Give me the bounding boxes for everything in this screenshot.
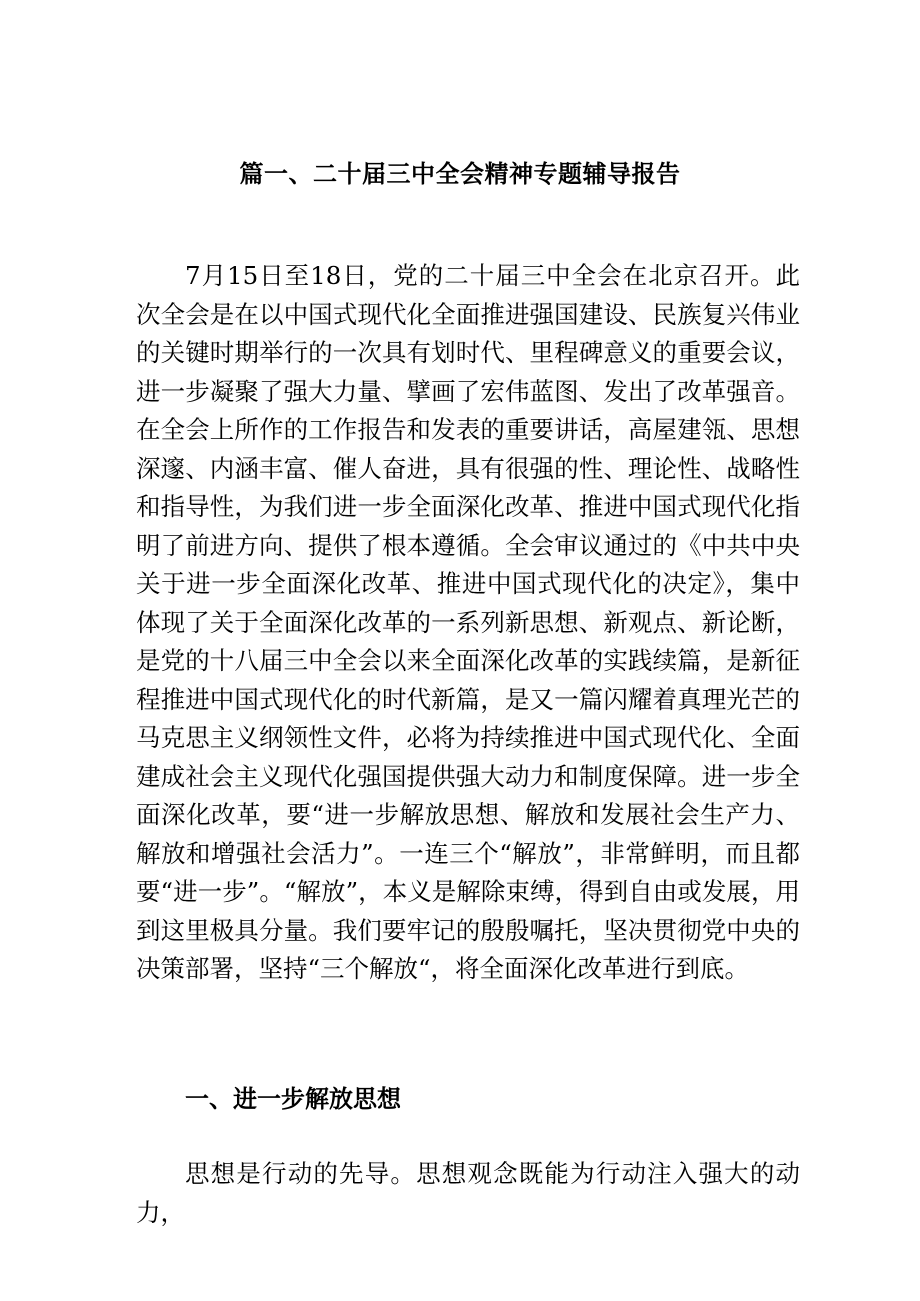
- document-body: [136, 257, 800, 989]
- section-paragraph: 思想是行动的先导。思想观念既能为行动注入强大的动力，: [136, 1159, 800, 1227]
- section-body: [136, 1155, 800, 1232]
- body-paragraph: 7月15日至18日，党的二十届三中全会在北京召开。此次全会是在以中国式现代化全面推进强国建设、民族复兴伟业的关键时期举行的一次具有划时代、里程碑意义的重要会议，进一步凝聚了强大力量、擘画了宏伟蓝图、发出了改革强音。在全会上所作的工作报告和发表的重要讲话，高屋建瓴、思想深邃、内涵丰富、催人奋进，具有很强的性、理论性、战略性和指导性，为我们进一步全面深化改革、推进中国式现代化指明了前进方向、提供了根本遵循。全会审议通过的《中共中央关于进一步全面深化改革、推进中国式现代化的决定》，集中体现了关于全面深化改革的一系列新思想、新观点、新论断，是党的十八届三中全会以来全面深化改革的实践续篇，是新征程推进中国式现代化的时代新篇，是又一篇闪耀着真理光芒的马克思主义纲领性文件，必将为持续推进中国式现代化、全面建成社会主义现代化强国提供强大动力和制度保障。进一步全面深化改革，要“进一步解放思想、解放和发展社会生产力、解放和增强社会活力”。一连三个“解放”，非常鲜明，而且都要“进一步”。“解放”，本义是解除束缚，得到自由或发展，用到这里极具分量。我们要牢记的殷殷嘱托，坚决贯彻党中央的决策部署，坚持“三个解放“，将全面深化改革进行到底。: [136, 261, 800, 983]
- section-heading: 一、进一步解放思想: [185, 1085, 401, 1113]
- document-title: 篇一、二十届三中全会精神专题辅导报告: [239, 160, 681, 188]
